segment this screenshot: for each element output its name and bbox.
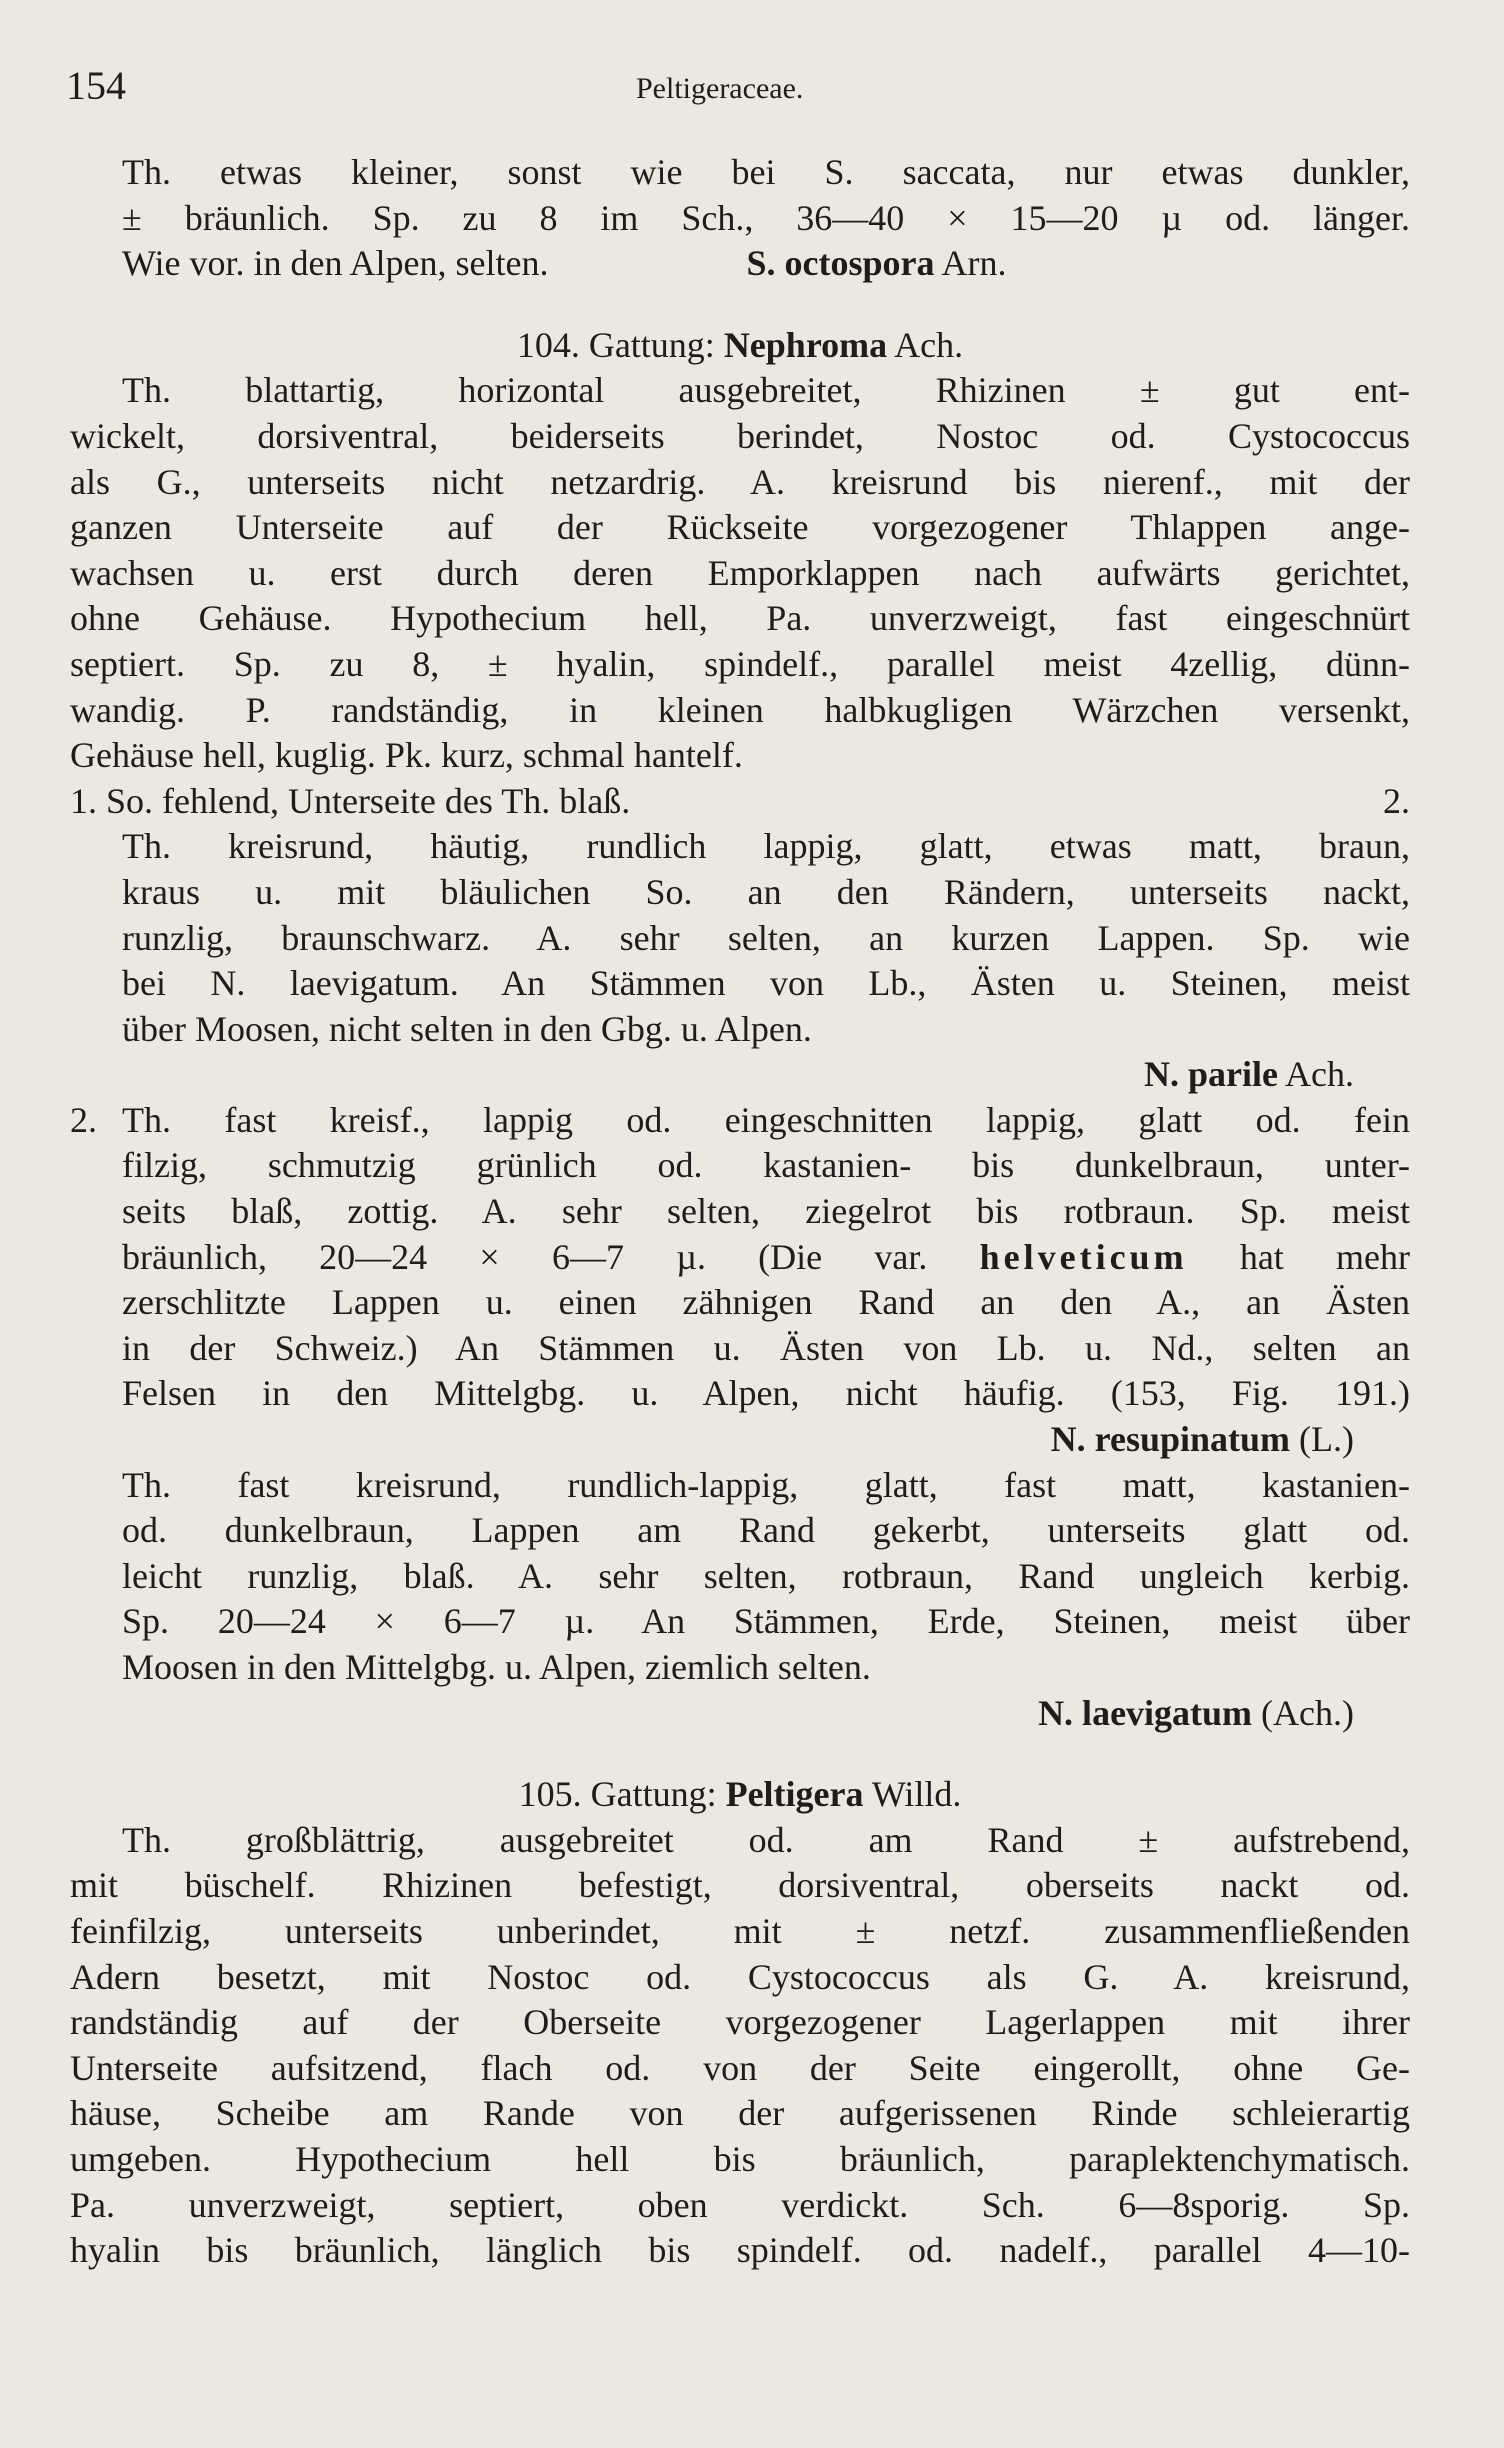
species-name: N. resupinatum bbox=[1050, 1419, 1291, 1460]
text-line: bei N. laevigatum. An Stämmen von Lb., Ästen u. Steinen, meist bbox=[122, 963, 1410, 1004]
text-line: umgeben. Hypothecium hell bis bräunlich, paraplektenchymatisch. bbox=[70, 2138, 1410, 2179]
text-line: zerschlitzte Lappen u. einen zähnigen Rand an den A., an Ästen bbox=[122, 1282, 1410, 1323]
text-line: wachsen u. erst durch deren Emporklappen nach aufwärts gerichtet, bbox=[70, 552, 1410, 593]
text-line: Th. großblättrig, ausgebreitet od. am Rand ± aufstrebend, bbox=[122, 1819, 1410, 1860]
species-entry-s-octospora bbox=[70, 150, 1410, 287]
species-author: Ach. bbox=[1285, 1054, 1354, 1095]
text-line: ganzen Unterseite auf der Rückseite vorgezogener Thlappen ange- bbox=[70, 507, 1410, 548]
species-name-line bbox=[70, 1052, 1410, 1098]
species-entry-n-laevigatum bbox=[70, 1463, 1410, 1737]
text-line: Th. fast kreisrund, rundlich-lappig, glatt, fast matt, kastanien- bbox=[122, 1464, 1410, 1505]
text-line bbox=[70, 1235, 1410, 1281]
genus-description-peltigera bbox=[70, 1818, 1410, 2274]
genus-description-nephroma bbox=[70, 368, 1410, 778]
running-head: Peltigeraceae. bbox=[636, 72, 804, 105]
text-line: randständig auf der Oberseite vorgezogener Lagerlappen mit ihrer bbox=[70, 2002, 1410, 2043]
text-line: als G., unterseits nicht netzardrig. A. kreisrund bis nierenf., mit der bbox=[70, 461, 1410, 502]
text-span: bräunlich, 20—24 × 6—7 µ. (Die var. bbox=[122, 1236, 928, 1277]
species-name: S. octospora bbox=[746, 243, 935, 284]
genus-number: 105. Gattung: bbox=[518, 1774, 717, 1815]
text-line: ohne Gehäuse. Hypothecium hell, Pa. unverzweigt, fast eingeschnürt bbox=[70, 598, 1410, 639]
species-entry-n-resupinatum bbox=[70, 1098, 1410, 1463]
key-reference: 2. bbox=[1383, 780, 1410, 821]
species-author: (L.) bbox=[1299, 1419, 1354, 1460]
key-text: Th. fast kreisf., lappig od. eingeschnitten lappig, glatt od. fein bbox=[122, 1099, 1410, 1140]
text-line: Unterseite aufsitzend, flach od. von der Seite eingerollt, ohne Ge- bbox=[70, 2047, 1410, 2088]
genus-heading-nephroma bbox=[70, 323, 1410, 369]
species-author: (Ach.) bbox=[1261, 1692, 1354, 1733]
genus-author: Ach. bbox=[894, 324, 964, 365]
text-line: wandig. P. randständig, in kleinen halbkugligen Wärzchen versenkt, bbox=[70, 689, 1410, 730]
page-number: 154 bbox=[66, 63, 126, 108]
text-line: seits blaß, zottig. A. sehr selten, ziegelrot bis rotbraun. Sp. meist bbox=[122, 1191, 1410, 1232]
species-name: N. parile bbox=[1144, 1054, 1278, 1095]
genus-author: Willd. bbox=[871, 1774, 962, 1815]
text-line: Moosen in den Mittelgbg. u. Alpen, ziemlich selten. bbox=[122, 1647, 871, 1687]
text-line: ± bräunlich. Sp. zu 8 im Sch., 36—40 × 15—20 µ od. länger. bbox=[122, 197, 1410, 238]
text-line: Th. blattartig, horizontal ausgebreitet, Rhizinen ± gut ent- bbox=[122, 370, 1410, 411]
page-body bbox=[70, 150, 1410, 2274]
species-name-line bbox=[70, 1691, 1410, 1737]
text-line: od. dunkelbraun, Lappen am Rand gekerbt, unterseits glatt od. bbox=[122, 1510, 1410, 1551]
species-entry-n-parile bbox=[70, 824, 1410, 1098]
key-number: 1. bbox=[70, 780, 97, 821]
text-line: über Moosen, nicht selten in den Gbg. u. Alpen. bbox=[122, 1008, 812, 1049]
text-line: kraus u. mit bläulichen So. an den Rändern, unterseits nackt, bbox=[122, 871, 1410, 912]
text-line: häuse, Scheibe am Rande von der aufgerissenen Rinde schleierartig bbox=[70, 2093, 1410, 2134]
text-line: wickelt, dorsiventral, beiderseits berindet, Nostoc od. Cystococcus bbox=[70, 415, 1410, 456]
key-lead-1 bbox=[70, 779, 1410, 825]
species-name: N. laevigatum bbox=[1038, 1692, 1253, 1733]
genus-name: Nephroma bbox=[723, 324, 888, 365]
text-line: hyalin bis bräunlich, länglich bis spindelf. od. nadelf., parallel 4—10- bbox=[70, 2230, 1410, 2271]
text-line: filzig, schmutzig grünlich od. kastanien- bis dunkelbraun, unter- bbox=[122, 1145, 1410, 1186]
habitat-text: Wie vor. in den Alpen, selten. bbox=[122, 243, 549, 284]
text-line: in der Schweiz.) An Stämmen u. Ästen von Lb. u. Nd., selten an bbox=[122, 1327, 1410, 1368]
text-line: Th. etwas kleiner, sonst wie bei S. saccata, nur etwas dunkler, bbox=[122, 152, 1410, 192]
text-line: mit büschelf. Rhizinen befestigt, dorsiventral, oberseits nackt od. bbox=[70, 1865, 1410, 1906]
text-line bbox=[70, 241, 1410, 287]
text-line: Adern besetzt, mit Nostoc od. Cystococcus als G. A. kreisrund, bbox=[70, 1956, 1410, 1997]
species-author: Arn. bbox=[941, 243, 1007, 284]
text-line: Th. kreisrund, häutig, rundlich lappig, glatt, etwas matt, braun, bbox=[122, 826, 1410, 867]
text-line: Felsen in den Mittelgbg. u. Alpen, nicht häufig. (153, Fig. 191.) bbox=[122, 1373, 1410, 1414]
text-line: Pa. unverzweigt, septiert, oben verdickt. Sch. 6—8sporig. Sp. bbox=[70, 2184, 1410, 2225]
key-lead-2 bbox=[70, 1098, 1410, 1144]
text-line: septiert. Sp. zu 8, ± hyalin, spindelf., parallel meist 4zellig, dünn- bbox=[70, 643, 1410, 684]
text-line: leicht runzlig, blaß. A. sehr selten, rotbraun, Rand ungleich kerbig. bbox=[122, 1555, 1410, 1596]
species-name-line bbox=[70, 1417, 1410, 1463]
key-text: So. fehlend, Unterseite des Th. blaß. bbox=[106, 780, 631, 821]
variety-name: helveticum bbox=[979, 1236, 1188, 1277]
genus-name: Peltigera bbox=[725, 1774, 864, 1815]
text-line: Gehäuse hell, kuglig. Pk. kurz, schmal hantelf. bbox=[70, 735, 743, 776]
text-line: feinfilzig, unterseits unberindet, mit ± netzf. zusammenfließenden bbox=[70, 1910, 1410, 1951]
text-span: hat mehr bbox=[1239, 1236, 1411, 1277]
genus-number: 104. Gattung: bbox=[516, 324, 715, 365]
genus-heading-peltigera bbox=[70, 1772, 1410, 1818]
text-line: Sp. 20—24 × 6—7 µ. An Stämmen, Erde, Steinen, meist über bbox=[122, 1601, 1410, 1642]
text-line: runzlig, braunschwarz. A. sehr selten, an kurzen Lappen. Sp. wie bbox=[122, 917, 1410, 958]
key-number: 2. bbox=[70, 1099, 97, 1140]
page-header bbox=[66, 62, 1416, 122]
